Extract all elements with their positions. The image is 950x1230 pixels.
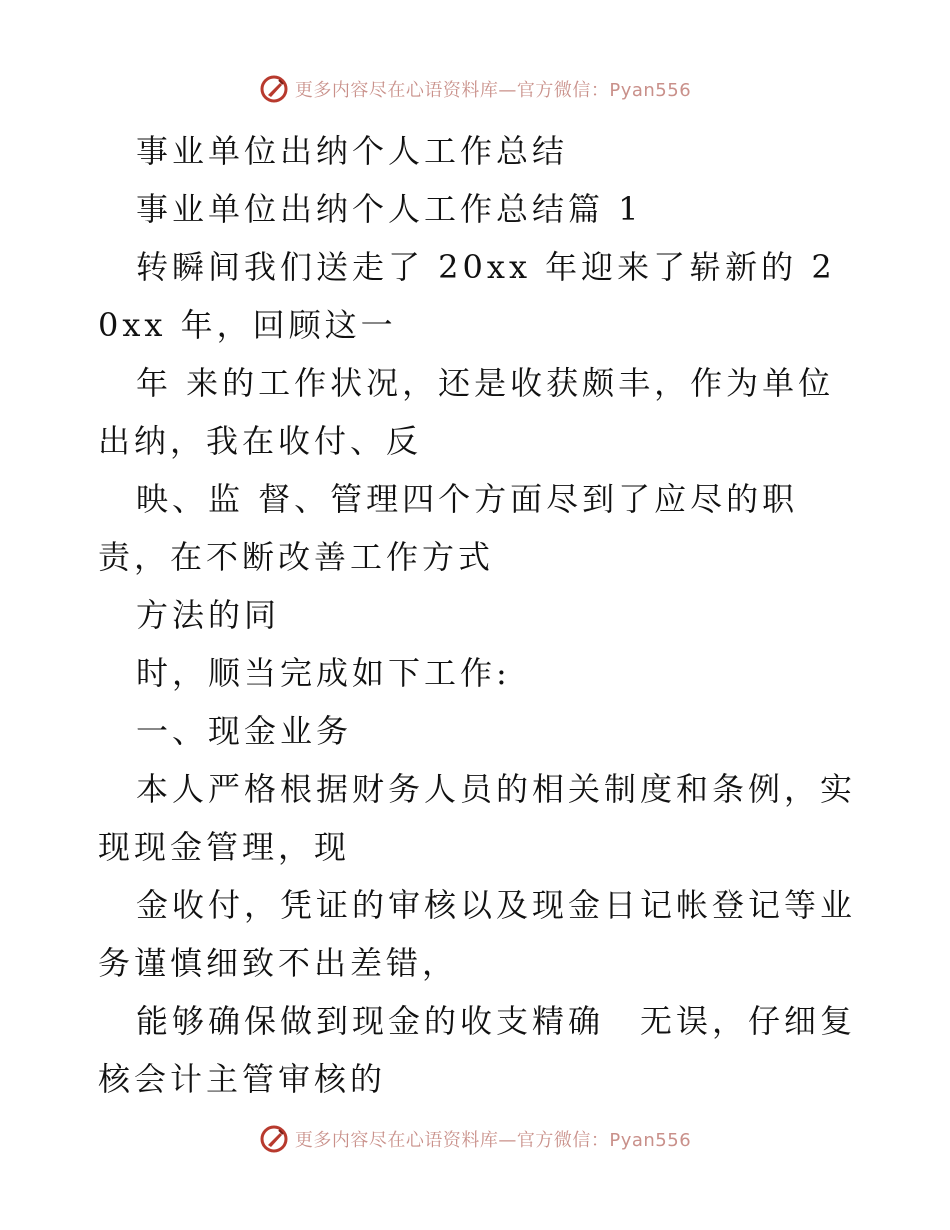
document-title: 事业单位出纳个人工作总结: [136, 132, 569, 170]
header-watermark: [0, 74, 950, 104]
paragraph-8: 金收付，凭证的审核以及现金日记帐登记等业务谨慎细致不出差错，: [98, 886, 857, 982]
quill-logo-icon: [259, 74, 289, 104]
paragraph-5: 时，顺当完成如下工作:: [136, 654, 511, 692]
section-heading-cash: 一、现金业务: [136, 712, 353, 750]
paragraph-1: 转瞬间我们送走了 20xx 年迎来了崭新的 20xx 年，回顾这一: [98, 248, 836, 344]
paragraph-9: 能够确保做到现金的收支精确 无误，仔细复核会计主管审核的: [98, 1002, 857, 1098]
watermark-text: 更多内容尽在心语资料库—官方微信：Pyan556: [294, 1130, 692, 1151]
document-subtitle: 事业单位出纳个人工作总结篇 1: [136, 190, 643, 228]
paragraph-4: 方法的同: [136, 596, 281, 634]
watermark-text: 更多内容尽在心语资料库—官方微信：Pyan556: [294, 80, 692, 101]
footer-watermark: [0, 1124, 950, 1154]
paragraph-7: 本人严格根据财务人员的相关制度和条例，实现现金管理，现: [98, 770, 857, 866]
quill-logo-icon: [259, 1124, 289, 1154]
document-body: [98, 122, 858, 1108]
paragraph-3: 映、监 督、管理四个方面尽到了应尽的职责，在不断改善工作方式: [98, 480, 799, 576]
paragraph-2: 年 来的工作状况，还是收获颇丰，作为单位出纳，我在收付、反: [98, 364, 835, 460]
